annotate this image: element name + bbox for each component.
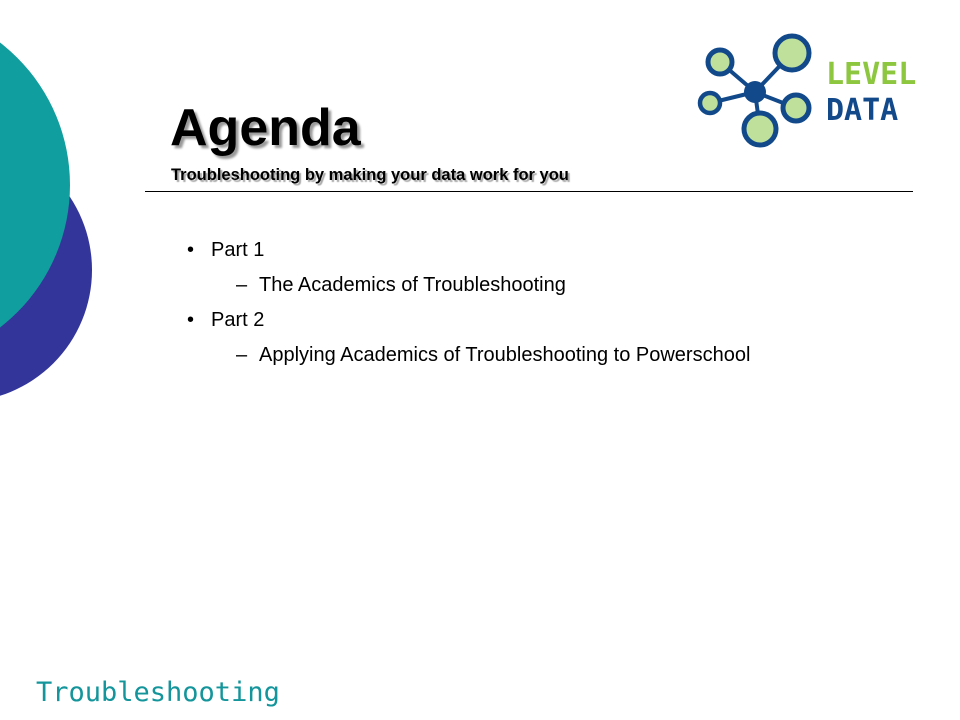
agenda-subitem-text: Applying Academics of Troubleshooting to Powerschool (259, 344, 751, 366)
bullet-marker: • (187, 309, 195, 331)
title-divider (145, 191, 913, 192)
agenda-item-part-1 (187, 238, 907, 262)
agenda-item-text: Part 1 (211, 239, 265, 261)
decorative-circles (0, 0, 160, 420)
agenda-item-text: Part 2 (211, 309, 265, 331)
dash-marker: – (236, 274, 248, 296)
footer-label: Troubleshooting (36, 677, 280, 708)
agenda-subitem-academics (236, 273, 907, 297)
agenda-subitem-applying (236, 343, 907, 367)
level-data-logo (692, 28, 950, 152)
slide-title: Agenda (170, 99, 361, 157)
dash-marker: – (236, 344, 248, 366)
network-icon (700, 36, 809, 145)
agenda-item-part-2 (187, 308, 907, 332)
slide-subtitle: Troubleshooting by making your data work for you (171, 166, 569, 184)
bullet-marker: • (187, 239, 195, 261)
logo-text-level: LEVEL (826, 57, 917, 92)
logo-text-data: DATA (826, 93, 899, 128)
agenda-subitem-text: The Academics of Troubleshooting (259, 274, 566, 296)
agenda-list (187, 238, 907, 378)
